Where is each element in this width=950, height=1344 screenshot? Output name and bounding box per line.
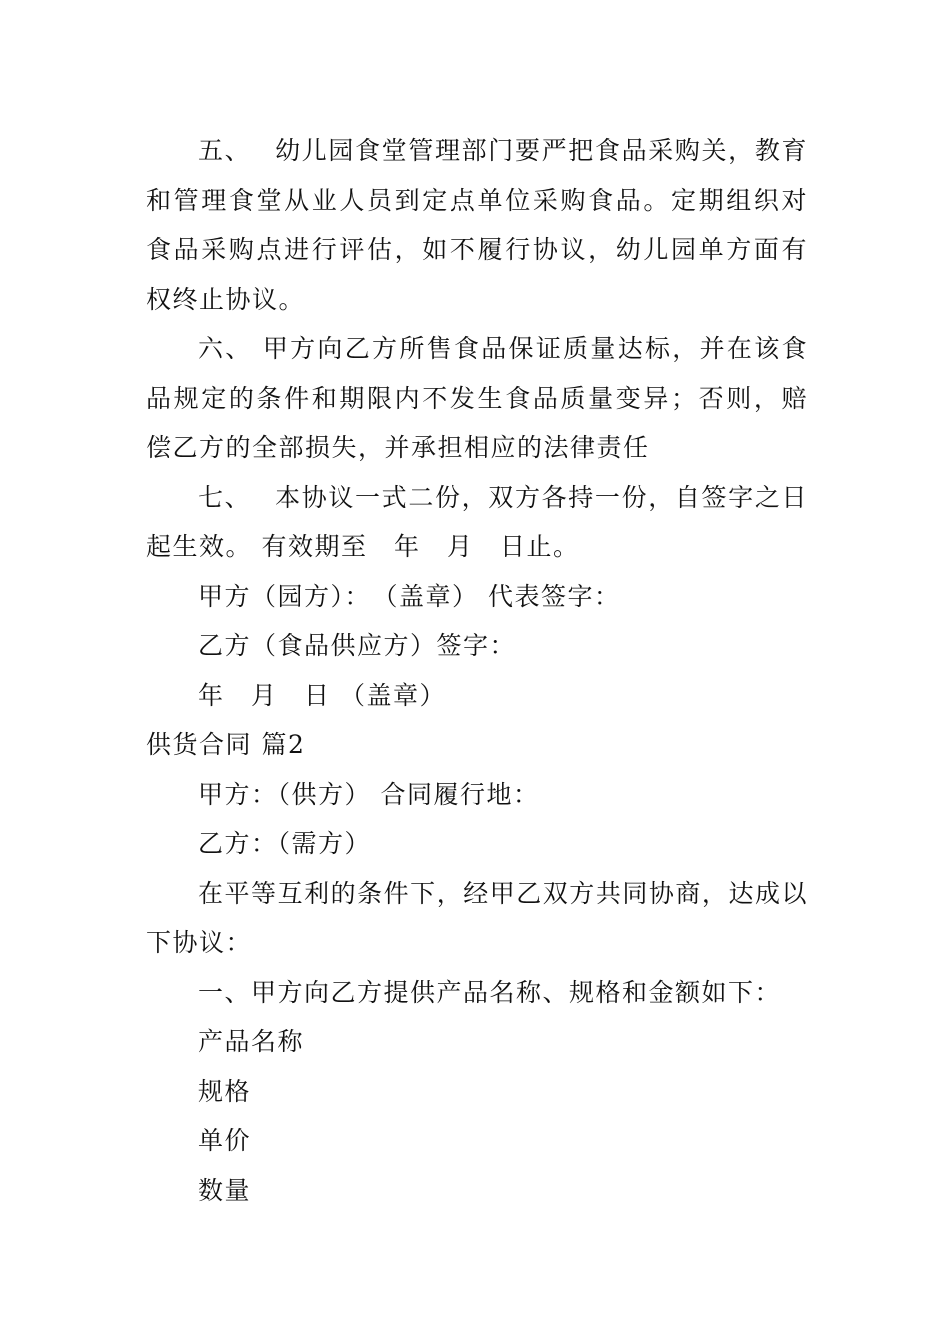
clause-7-paragraph: 七、 本协议一式二份，双方各持一份，自签字之日起生效。 有效期至 年 月 日止。: [146, 482, 808, 561]
section-heading: 供货合同 篇2: [146, 730, 306, 759]
party-a-signature-line: 甲方（园方）： （盖章） 代表签字：: [198, 581, 621, 611]
clause-1-paragraph: 一、甲方向乙方提供产品名称、规格和金额如下：: [198, 977, 782, 1007]
item-name-line: 产品名称: [198, 1027, 305, 1056]
clause-6-paragraph: 六、 甲方向乙方所售食品保证质量达标，并在该食品规定的条件和期限内不发生食品质量变异；否则，赔偿乙方的全部损失，并承担相应的法律责任: [146, 334, 808, 462]
party-b-signature-line: 乙方（食品供应方）签字：: [198, 631, 517, 660]
document-body: [146, 126, 808, 1215]
preamble-paragraph: 在平等互利的条件下，经甲乙双方共同协商，达成以下协议：: [146, 878, 808, 957]
item-price-line: 单价: [198, 1126, 252, 1155]
item-quantity-line: 数量: [198, 1175, 252, 1205]
item-spec-line: 规格: [198, 1076, 252, 1106]
clause-5-paragraph: 五、 幼儿园食堂管理部门要严把食品采购关，教育和管理食堂从业人员到定点单位采购食品。定期组织对食品采购点进行评估，如不履行协议，幼儿园单方面有权终止协议。: [146, 136, 808, 314]
signature-date-line: 年 月 日 （盖章）: [198, 680, 446, 710]
party-b-line: 乙方：（需方）: [198, 829, 372, 858]
party-a-line: 甲方：（供方） 合同履行地：: [198, 779, 540, 809]
